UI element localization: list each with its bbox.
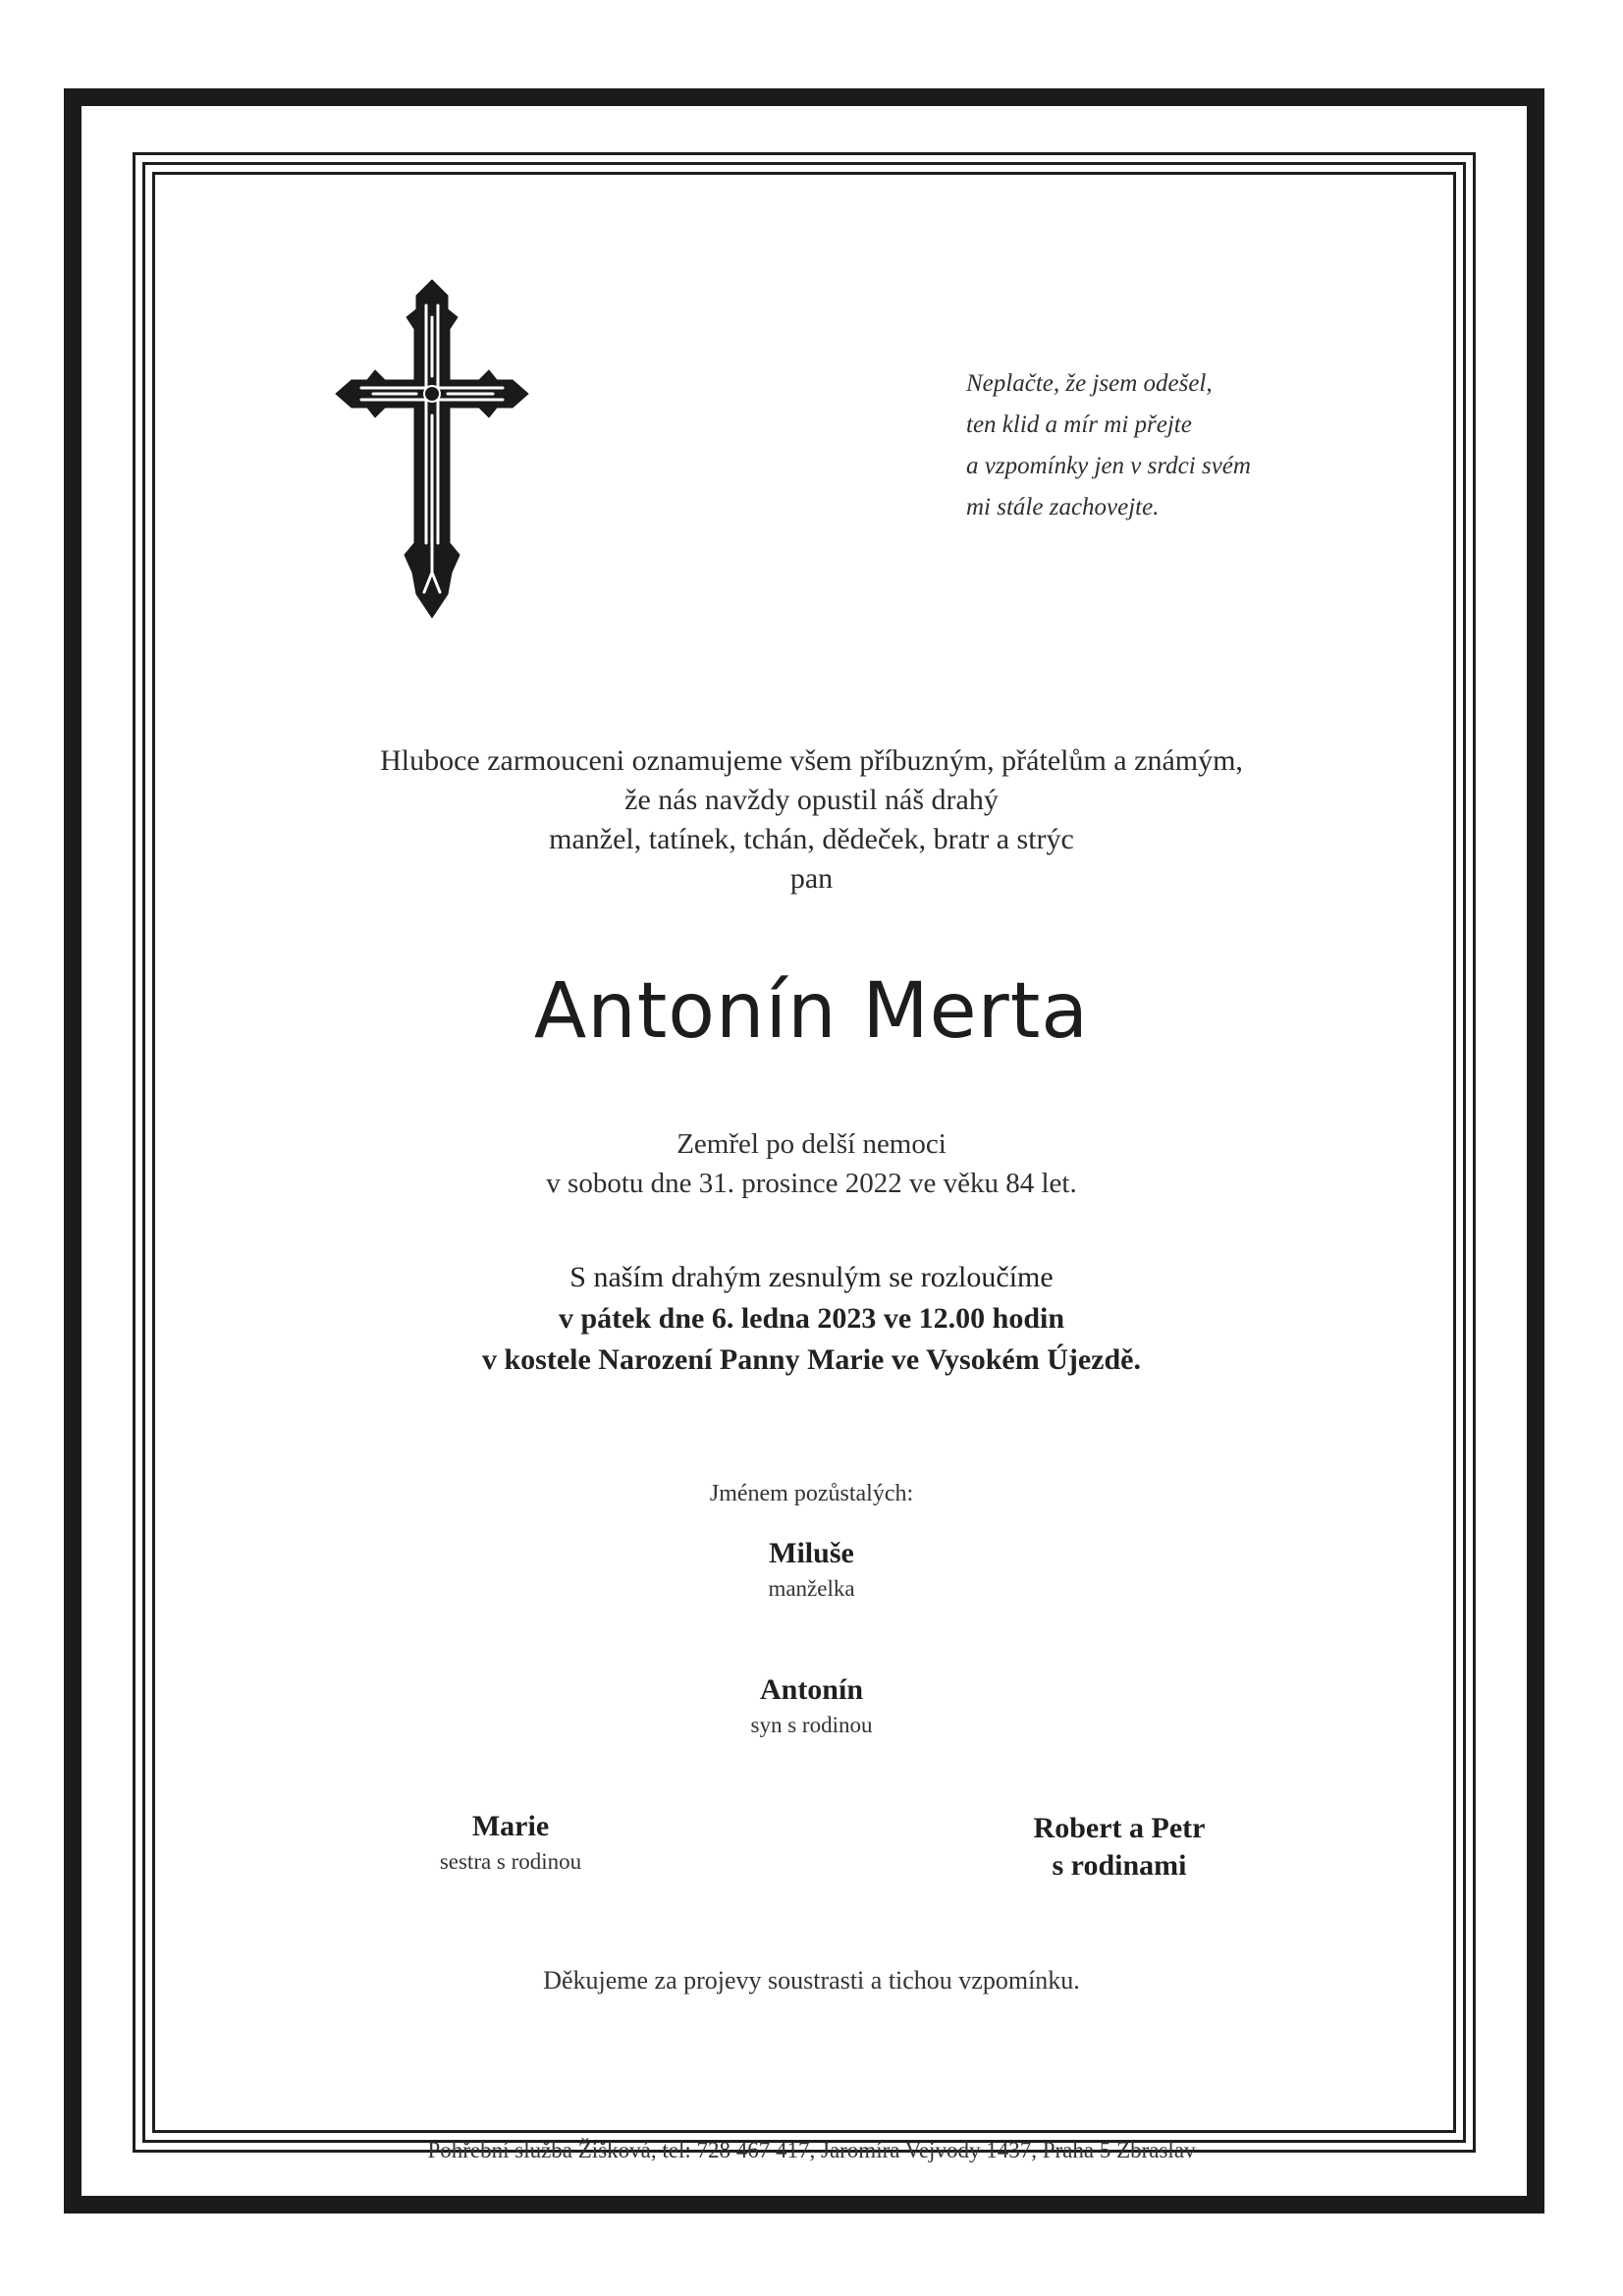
survivor-role: syn s rodinou: [750, 1713, 873, 1737]
funeral-place: v kostele Narození Panny Marie ve Vysokém Újezdě.: [481, 1343, 1141, 1376]
announcement: [0, 741, 1623, 899]
poem-line: a vzpomínky jen v srdci svém: [966, 453, 1251, 479]
poem-line: Neplačte, že jsem odešel,: [966, 370, 1213, 397]
funeral-date: v pátek dne 6. ledna 2023 ve 12.00 hodin: [558, 1302, 1065, 1335]
deceased-name: Antonín Merta: [533, 967, 1090, 1056]
survivor-name: Miluše: [769, 1537, 854, 1569]
survivor-name-suffix: s rodinami: [1052, 1849, 1187, 1882]
survivor-role: sestra s rodinou: [439, 1849, 582, 1874]
poem-line: mi stále zachovejte.: [966, 494, 1160, 520]
funeral-info: [0, 1257, 1623, 1381]
poem-line: ten klid a mír mi přejte: [966, 411, 1192, 438]
survivor-name: Robert a Petr: [1033, 1812, 1206, 1844]
survivor-role: manželka: [768, 1576, 855, 1601]
survivor-name: Marie: [471, 1810, 550, 1842]
cross-icon: [334, 278, 530, 622]
survivor-wife: [0, 1537, 1623, 1602]
survivors-title: Jménem pozůstalých:: [709, 1481, 914, 1506]
announcement-line: pan: [789, 862, 834, 895]
survivor-son: [0, 1673, 1623, 1738]
announcement-line: Hluboce zarmouceni oznamujeme všem příbuzným, přátelům a známým,: [380, 744, 1243, 777]
poem: [966, 363, 1339, 528]
death-info-line: Zemřel po delší nemoci: [676, 1128, 947, 1160]
survivor-sister: [363, 1810, 658, 1875]
survivor-brothers: [972, 1810, 1267, 1885]
death-info-line: v sobotu dne 31. prosince 2022 ve věku 84 let.: [546, 1168, 1077, 1199]
survivor-name: Antonín: [759, 1673, 864, 1706]
announcement-line: že nás navždy opustil náš drahý: [624, 784, 999, 816]
death-info: [0, 1124, 1623, 1203]
announcement-line: manžel, tatínek, tchán, dědeček, bratr a strýc: [549, 823, 1074, 855]
thanks-line: Děkujeme za projevy soustrasti a tichou vzpomínku.: [543, 1966, 1080, 1995]
funeral-intro: S naším drahým zesnulým se rozloučíme: [569, 1261, 1054, 1293]
funeral-service-footer: Pohřební služba Žišková, tel: 728 467 417, Jaromíra Vejvody 1437, Praha 5 Zbraslav: [427, 2138, 1196, 2162]
